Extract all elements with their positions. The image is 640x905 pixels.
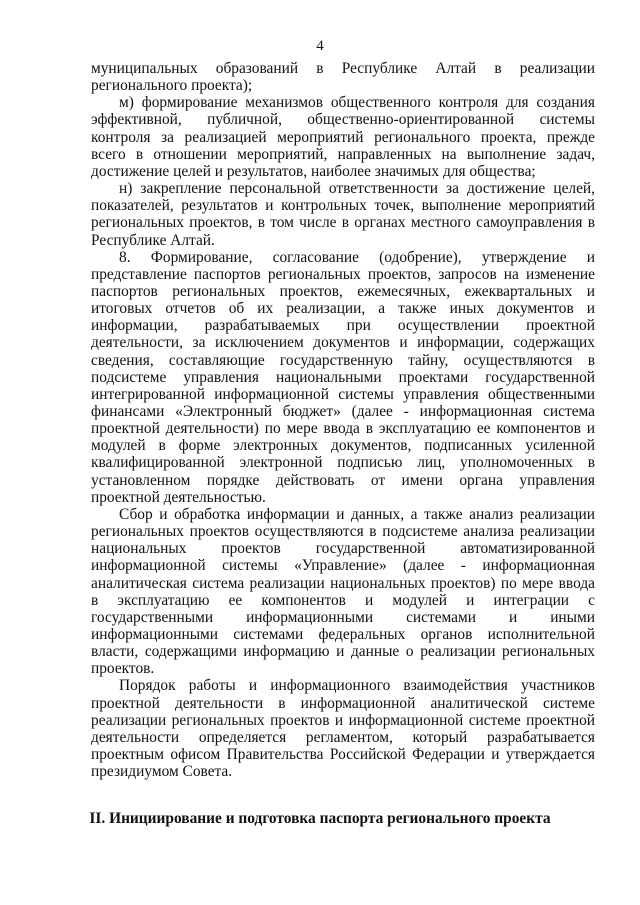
text-line: квалифицированной электронной подписью лиц, уполномоченных в: [91, 454, 595, 472]
text-line: проектным офисом Правительства Российской Федерации и утверждается: [91, 746, 595, 763]
text-line: в эксплуатацию ее компонентов и модулей и интеграции с: [91, 591, 595, 609]
text-line: национальных проектов государственной автоматизированной: [91, 540, 595, 558]
text-line: информационной системы «Управление» (далее - информационная: [91, 557, 595, 575]
text-line: сведения, составляющие государственную тайну, осуществляются в: [91, 351, 595, 369]
text-line: финансами «Электронный бюджет» (далее - информационная система: [91, 403, 595, 420]
text-line: проектной деятельностью.: [91, 488, 266, 506]
text-line: реализации региональных проектов и информационной системе проектной: [91, 711, 595, 729]
page-number: 4: [316, 38, 324, 54]
text-line: региональных проектов осуществляются в подсистеме анализа реализации: [91, 523, 595, 540]
text-line: Сбор и обработка информации и данных, а также анализ реализации: [119, 505, 595, 523]
text-line: власти, содержащими информацию и данные о реализации региональных: [91, 643, 595, 661]
text-line: муниципальных образований в Республике Алтай в реализации: [91, 60, 595, 77]
text-line: Республике Алтай.: [91, 231, 215, 249]
text-line: модулей в форме электронных документов, подписанных усиленной: [91, 437, 595, 455]
text-line: интегрированной информационной системы управления общественными: [91, 385, 595, 403]
text-line: паспортов региональных проектов, ежемесячных, ежеквартальных и: [91, 282, 595, 300]
text-line: н) закрепление персональной ответственности за достижение целей,: [119, 180, 595, 197]
text-line: показателей, результатов и контрольных точек, выполнение мероприятий: [91, 197, 595, 215]
text-line: аналитическая система реализации национальных проектов) по мере ввода: [91, 574, 595, 592]
text-line: деятельности, за исключением документов и информации, содержащих: [91, 334, 595, 352]
text-line: региональных проектов, в том числе в органах местного самоуправления в: [91, 214, 595, 232]
text-line: проектной деятельности) по мере ввода в эксплуатацию ее компонентов и: [91, 420, 595, 438]
text-line: президиумом Совета.: [91, 763, 233, 781]
text-line: м) формирование механизмов общественного контроля для создания: [119, 94, 595, 112]
text-line: достижение целей и результатов, наиболее значимых для общества;: [91, 162, 536, 180]
text-line: 8. Формирование, согласование (одобрение), утверждение и: [119, 248, 595, 266]
section-heading: II. Инициирование и подготовка паспорта регионального проекта: [89, 810, 551, 827]
text-line: Порядок работы и информационного взаимодействия участников: [119, 677, 595, 695]
text-line: установленном порядке действовать от имени органа управления: [91, 471, 595, 489]
text-line: представление паспортов региональных проектов, запросов на изменение: [91, 265, 595, 283]
text-line: проектов.: [91, 660, 155, 678]
text-line: всего в отношении мероприятий, направленных на выполнение задач,: [91, 145, 595, 163]
text-line: информационными системами федеральных органов исполнительной: [91, 625, 595, 643]
text-line: контроля за реализацией мероприятий регионального проекта, прежде: [91, 128, 595, 146]
text-line: регионального проекта);: [91, 77, 253, 95]
text-line: деятельности определяется регламентом, который разрабатывается: [91, 728, 595, 746]
text-line: эффективной, публичной, общественно-ориентированной системы: [91, 111, 595, 129]
text-line: информации, разрабатываемых при осуществлении проектной: [91, 317, 595, 335]
text-line: проектной деятельности в информационной аналитической системе: [91, 694, 595, 712]
text-line: итоговых отчетов об их реализации, а также иных документов и: [91, 300, 595, 318]
text-line: государственными информационными системами и иными: [91, 608, 595, 626]
text-line: подсистеме управления национальными проектами государственной: [91, 368, 595, 386]
